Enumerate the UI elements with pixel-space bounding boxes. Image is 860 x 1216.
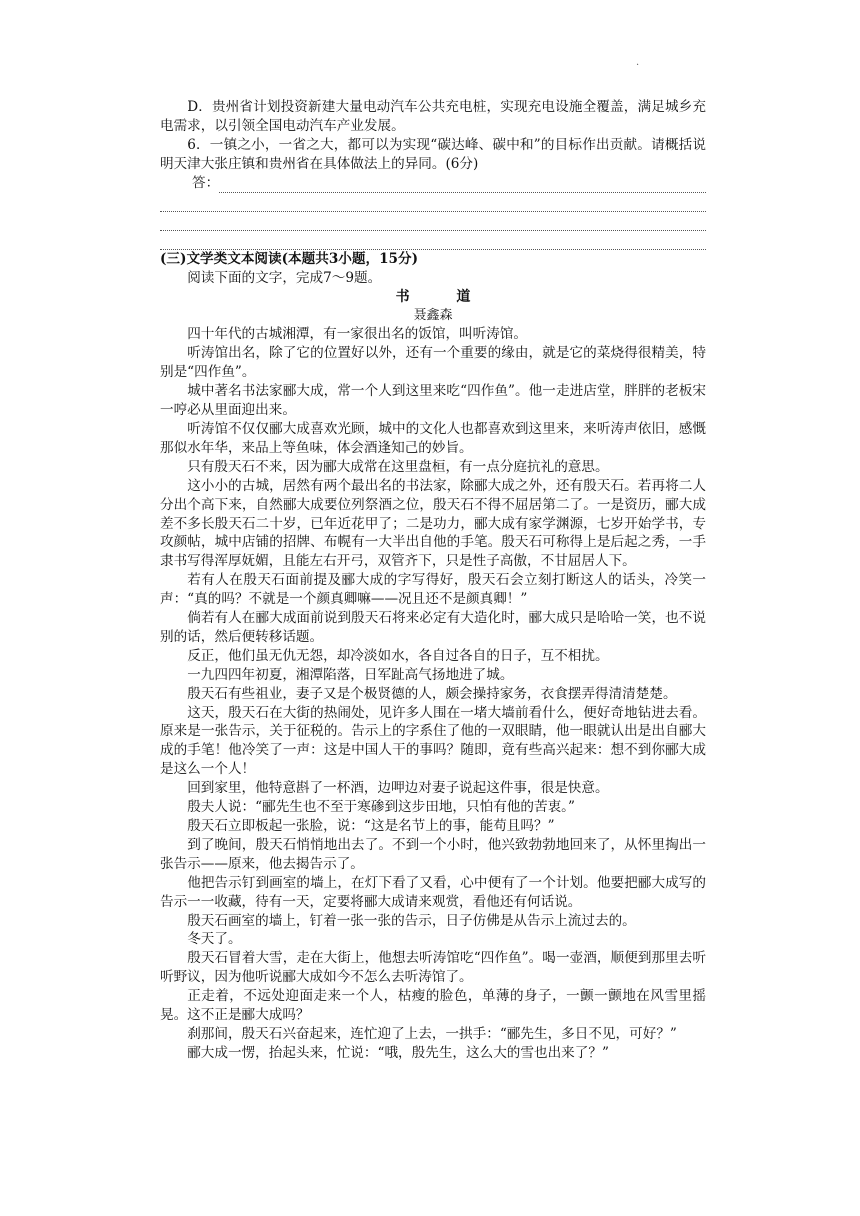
answer-line-4[interactable] bbox=[160, 231, 706, 250]
story-paragraph: 反正，他们虽无仇无怨，却冷淡如水，各自过各自的日子，互不相扰。 bbox=[187, 647, 609, 664]
story-paragraph: 刹那间，殷天石兴奋起来，连忙迎了上去，一拱手：“郦先生，多日不见，可好？” bbox=[187, 1025, 677, 1042]
story-paragraph: 到了晚间，殷天石悄悄地出去了。不到一个小时，他兴致勃勃地回来了，从怀里掏出一张告示——原来，他去揭告示了。 bbox=[160, 836, 706, 872]
question-5-option-d: D．贵州省计划投资新建大量电动汽车公共充电桩，实现充电设施全覆盖，满足城乡充电需求，以引领全国电动汽车产业发展。 bbox=[160, 99, 706, 134]
story-paragraph: 冬天了。 bbox=[187, 931, 242, 948]
answer-line-1[interactable] bbox=[192, 174, 706, 193]
story-title: 书 道 bbox=[395, 289, 492, 306]
story-paragraph: 听涛馆出名，除了它的位置好以外，还有一个重要的缘由，就是它的菜烧得很精美，特别是“四作鱼”。 bbox=[160, 345, 706, 381]
story-paragraph: 只有殷天石不来，因为郦大成常在这里盘桓，有一点分庭抗礼的意思。 bbox=[187, 458, 609, 475]
answer-dotted-line bbox=[219, 180, 706, 193]
story-paragraph: 殷天石立即板起一张脸，说：“这是名节上的事，能苟且吗？” bbox=[187, 818, 555, 834]
story-paragraph: 回到家里，他特意斟了一杯酒，边呷边对妻子说起这件事，很是快意。 bbox=[187, 780, 609, 797]
answer-area[interactable] bbox=[160, 174, 706, 250]
section-3-instruction: 阅读下面的文字，完成7～9题。 bbox=[187, 269, 382, 286]
story-paragraph: 正走着，不远处迎面走来一个人，枯瘦的脸色，单薄的身子，一颤一颤地在风雪里摇晃。这不正是郦大成吗？ bbox=[160, 988, 706, 1024]
story-paragraph: 四十年代的古城湘潭，有一家很出名的饭馆，叫听涛馆。 bbox=[187, 326, 528, 343]
page-corner-mark: · bbox=[636, 60, 640, 71]
story-paragraph: 一九四四年初夏，湘潭陷落，日军趾高气扬地进了城。 bbox=[187, 666, 514, 683]
story-paragraph: 殷夫人说：“郦先生也不至于寒碜到这步田地，只怕有他的苦衷。” bbox=[187, 799, 575, 816]
story-paragraph: 城中著名书法家郦大成，常一个人到这里来吃“四作鱼”。他一走进店堂，胖胖的老板宋一哼必从里面迎出来。 bbox=[160, 383, 706, 419]
story-author: 聂鑫森 bbox=[413, 308, 453, 324]
story-paragraph: 殷天石画室的墙上，钉着一张一张的告示，日子仿佛是从告示上流过去的。 bbox=[187, 912, 636, 929]
story-paragraph: 殷天石冒着大雪，走在大街上，他想去听涛馆吃“四作鱼”。喝一壶酒，顺便到那里去听听野议，因为他听说郦大成如今不怎么去听涛馆了。 bbox=[160, 950, 706, 986]
answer-line-2[interactable] bbox=[160, 193, 706, 212]
story-paragraph: 他把告示钉到画室的墙上，在灯下看了又看，心中便有了一个计划。他要把郦大成写的告示一一收藏，待有一天，定要将郦大成请来观赏，看他还有何话说。 bbox=[160, 874, 706, 910]
story-paragraph: 听涛馆不仅仅郦大成喜欢光顾，城中的文化人也都喜欢到这里来，来听涛声依旧，感慨那似水年华，来品上等鱼味，体会酒逢知己的妙旨。 bbox=[160, 420, 706, 456]
answer-label: 答： bbox=[192, 174, 220, 191]
story-paragraph: 殷天石有些祖业，妻子又是个极贤德的人，颇会操持家务，衣食摆弄得清清楚楚。 bbox=[187, 685, 677, 702]
story-paragraph: 若有人在殷天石面前提及郦大成的字写得好，殷天石会立刻打断这人的话头，冷笑一声：“真的吗？不就是一个颜真卿嘛——况且还不是颜真卿！” bbox=[160, 572, 706, 608]
story-paragraph: 这小小的古城，居然有两个最出名的书法家，除郦大成之外，还有殷天石。若再将二人分出个高下来，自然郦大成要位列祭酒之位，殷天石不得不屈居第二了。一是资历，郦大成差不多长殷天石二十岁，已年近花甲了；二是功力，郦大成有家学渊源，七岁开始学书，专攻颜帖，城中店铺的招牌、布幌有一大半出自他的手笔。殷天石可称得上是后起之秀，一手隶书写得浑厚妩媚，且能左右开弓，双管齐下，只是性子高傲，不甘屈居人下。 bbox=[160, 477, 706, 570]
answer-line-3[interactable] bbox=[160, 212, 706, 231]
question-6-prompt: 6．一镇之小，一省之大，都可以为实现“碳达峰、碳中和”的目标作出贡献。请概括说明天津大张庄镇和贵州省在具体做法上的异同。(6分) bbox=[160, 136, 706, 172]
section-3-heading: (三)文学类文本阅读(本题共3小题，15分) bbox=[160, 250, 419, 267]
story-paragraph: 这天，殷天石在大街的热闹处，见许多人围在一堵大墙前看什么，便好奇地钻进去看。原来是一张告示，关于征税的。告示上的字系住了他的一双眼睛，他一眼就认出是出自郦大成的手笔！他冷笑了一声：这是中国人干的事吗？随即，竟有些高兴起来：想不到你郦大成是这么一个人！ bbox=[160, 704, 706, 778]
story-paragraph: 倘若有人在郦大成面前说到殷天石将来必定有大造化时，郦大成只是哈哈一笑，也不说别的话，然后便转移话题。 bbox=[160, 610, 706, 645]
story-paragraph: 郦大成一愣，抬起头来，忙说：“哦，殷先生，这么大的雪也出来了？” bbox=[187, 1044, 609, 1061]
story-body bbox=[160, 325, 706, 1062]
exam-page bbox=[160, 98, 706, 1063]
